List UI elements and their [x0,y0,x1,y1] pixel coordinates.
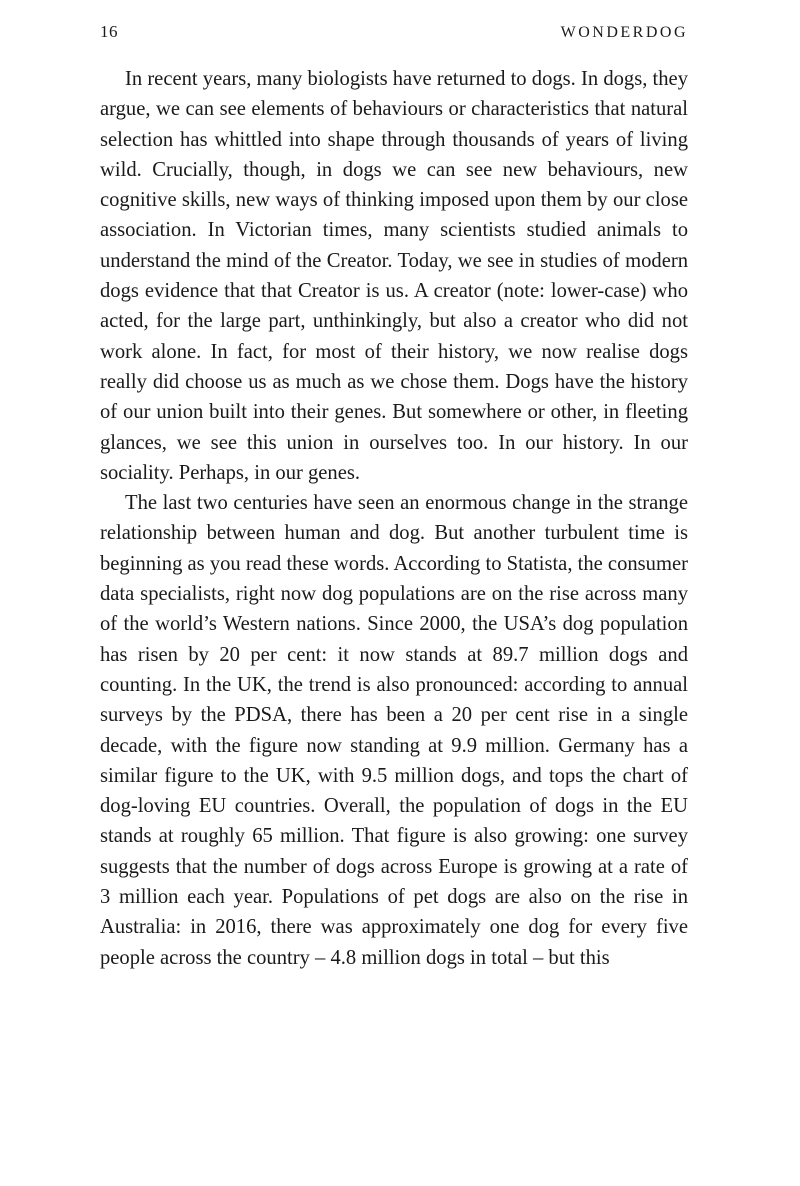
running-head [100,22,688,52]
book-title: WONDERDOG [560,24,688,41]
body-text [100,64,688,973]
paragraph: In recent years, many biologists have returned to dogs. In dogs, they argue, we can see elements of behaviours or characteristics that natural selection has whittled into shape through thousands of years of living wild. Crucially, though, in dogs we can see new behaviours, new cognitive skills, new ways of thinking imposed upon them by our close association. In Victorian times, many scientists studied animals to understand the mind of the Creator. Today, we see in studies of modern dogs evidence that that Creator is us. A creator (note: lower-case) who acted, for the large part, unthinkingly, but also a creator who did not work alone. In fact, for most of their history, we now realise dogs really did choose us as much as we chose them. Dogs have the history of our union built into their genes. But somewhere or other, in fleeting glances, we see this union in ourselves too. In our history. In our sociality. Perhaps, in our genes. [100,68,688,484]
paragraph: The last two centuries have seen an enormous change in the strange relationship between human and dog. But another turbulent time is beginning as you read these words. According to Statista, the consumer data specialists, right now dog populations are on the rise across many of the world’s Western nations. Since 2000, the USA’s dog population has risen by 20 per cent: it now stands at 89.7 million dogs and counting. In the UK, the trend is also pronounced: according to annual surveys by the PDSA, there has been a 20 per cent rise in a single decade, with the figure now standing at 9.9 million. Germany has a similar figure to the UK, with 9.5 million dogs, and tops the chart of dog-loving EU countries. Overall, the population of dogs in the EU stands at roughly 65 million. That figure is also growing: one survey suggests that the number of dogs across Europe is growing at a rate of 3 million each year. Populations of pet dogs are also on the rise in Australia: in 2016, there was approximately one dog for every five people across the country – 4.8 million dogs in total – but this [100,492,688,969]
book-page [100,22,688,973]
page-number: 16 [100,22,118,41]
